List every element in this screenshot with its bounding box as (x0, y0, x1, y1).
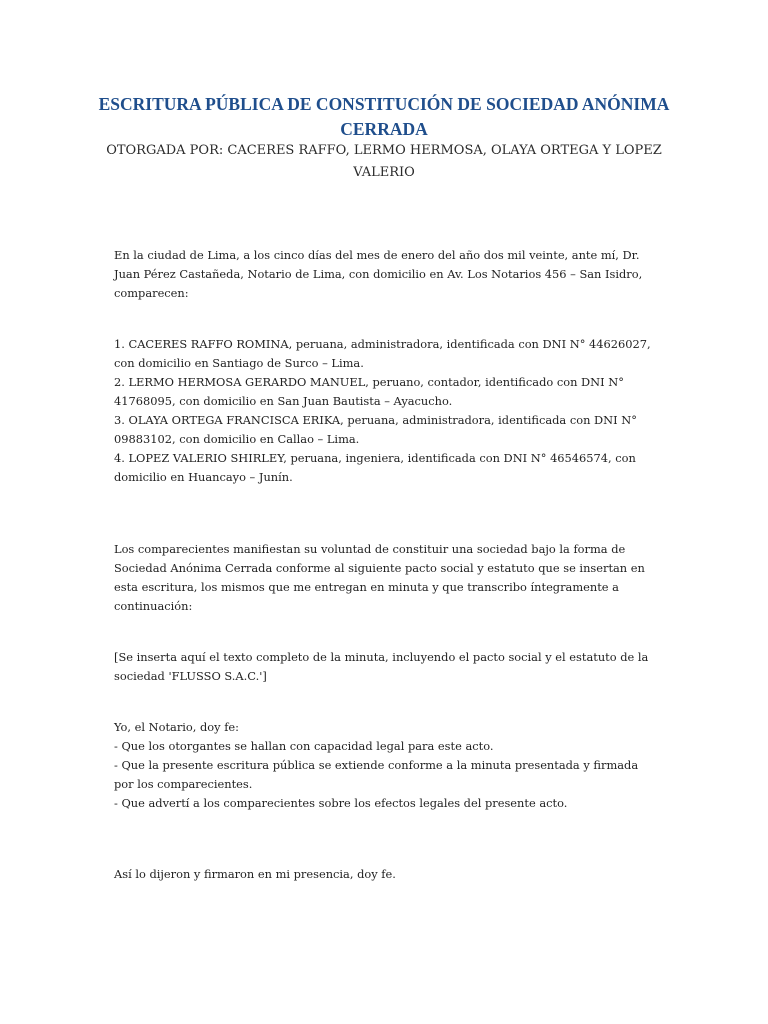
will-line: Los comparecientes manifiestan su voluntad de constituir una sociedad bajo la forma de (114, 542, 626, 556)
title-line: CERRADA (340, 119, 428, 139)
notary-line: - Que la presente escritura pública se extiende conforme a la minuta presentada y firmada (114, 758, 639, 772)
party-line: 2. LERMO HERMOSA GERARDO MANUEL, peruano, contador, identificado con DNI N° (114, 375, 624, 389)
intro-line: En la ciudad de Lima, a los cinco días del mes de enero del año dos mil veinte, ante mí, Dr. (114, 248, 640, 262)
subtitle-line: VALERIO (353, 165, 415, 180)
title-line: ESCRITURA PÚBLICA DE CONSTITUCIÓN DE SOCIEDAD ANÓNIMA (98, 94, 670, 114)
intro-paragraph (114, 246, 656, 303)
insert-line: sociedad 'FLUSSO S.A.C.'] (114, 669, 267, 683)
notary-line: - Que advertí a los comparecientes sobre los efectos legales del presente acto. (114, 796, 568, 810)
party-line: 1. CACERES RAFFO ROMINA, peruana, administradora, identificada con DNI N° 44626027, (114, 337, 651, 351)
intro-line: comparecen: (114, 286, 189, 300)
closing-line: Así lo dijeron y firmaron en mi presencia, doy fe. (114, 867, 396, 881)
party-line: 3. OLAYA ORTEGA FRANCISCA ERIKA, peruana, administradora, identificada con DNI N° (114, 413, 637, 427)
minuta-insert-note (114, 648, 656, 686)
document-title (96, 92, 672, 142)
document-subtitle (96, 140, 672, 184)
will-line: Sociedad Anónima Cerrada conforme al siguiente pacto social y estatuto que se insertan en (114, 561, 645, 575)
will-line: continuación: (114, 599, 193, 613)
notary-line: Yo, el Notario, doy fe: (114, 720, 240, 734)
closing-statement (114, 865, 656, 884)
party-line: 41768095, con domicilio en San Juan Bautista – Ayacucho. (114, 394, 453, 408)
notary-line: por los comparecientes. (114, 777, 253, 791)
notary-attestation (114, 718, 656, 813)
intro-line: Juan Pérez Castañeda, Notario de Lima, con domicilio en Av. Los Notarios 456 – San Isidro, (114, 267, 643, 281)
party-line: con domicilio en Santiago de Surco – Lima. (114, 356, 364, 370)
insert-line: [Se inserta aquí el texto completo de la minuta, incluyendo el pacto social y el estatuto de la (114, 650, 649, 664)
party-line: domicilio en Huancayo – Junín. (114, 470, 293, 484)
will-paragraph (114, 540, 656, 616)
notary-line: - Que los otorgantes se hallan con capacidad legal para este acto. (114, 739, 494, 753)
party-line: 09883102, con domicilio en Callao – Lima. (114, 432, 360, 446)
party-line: 4. LOPEZ VALERIO SHIRLEY, peruana, ingeniera, identificada con DNI N° 46546574, con (114, 451, 636, 465)
will-line: esta escritura, los mismos que me entregan en minuta y que transcribo íntegramente a (114, 580, 619, 594)
parties-list (114, 335, 656, 487)
subtitle-line: OTORGADA POR: CACERES RAFFO, LERMO HERMOSA, OLAYA ORTEGA Y LOPEZ (106, 143, 662, 158)
